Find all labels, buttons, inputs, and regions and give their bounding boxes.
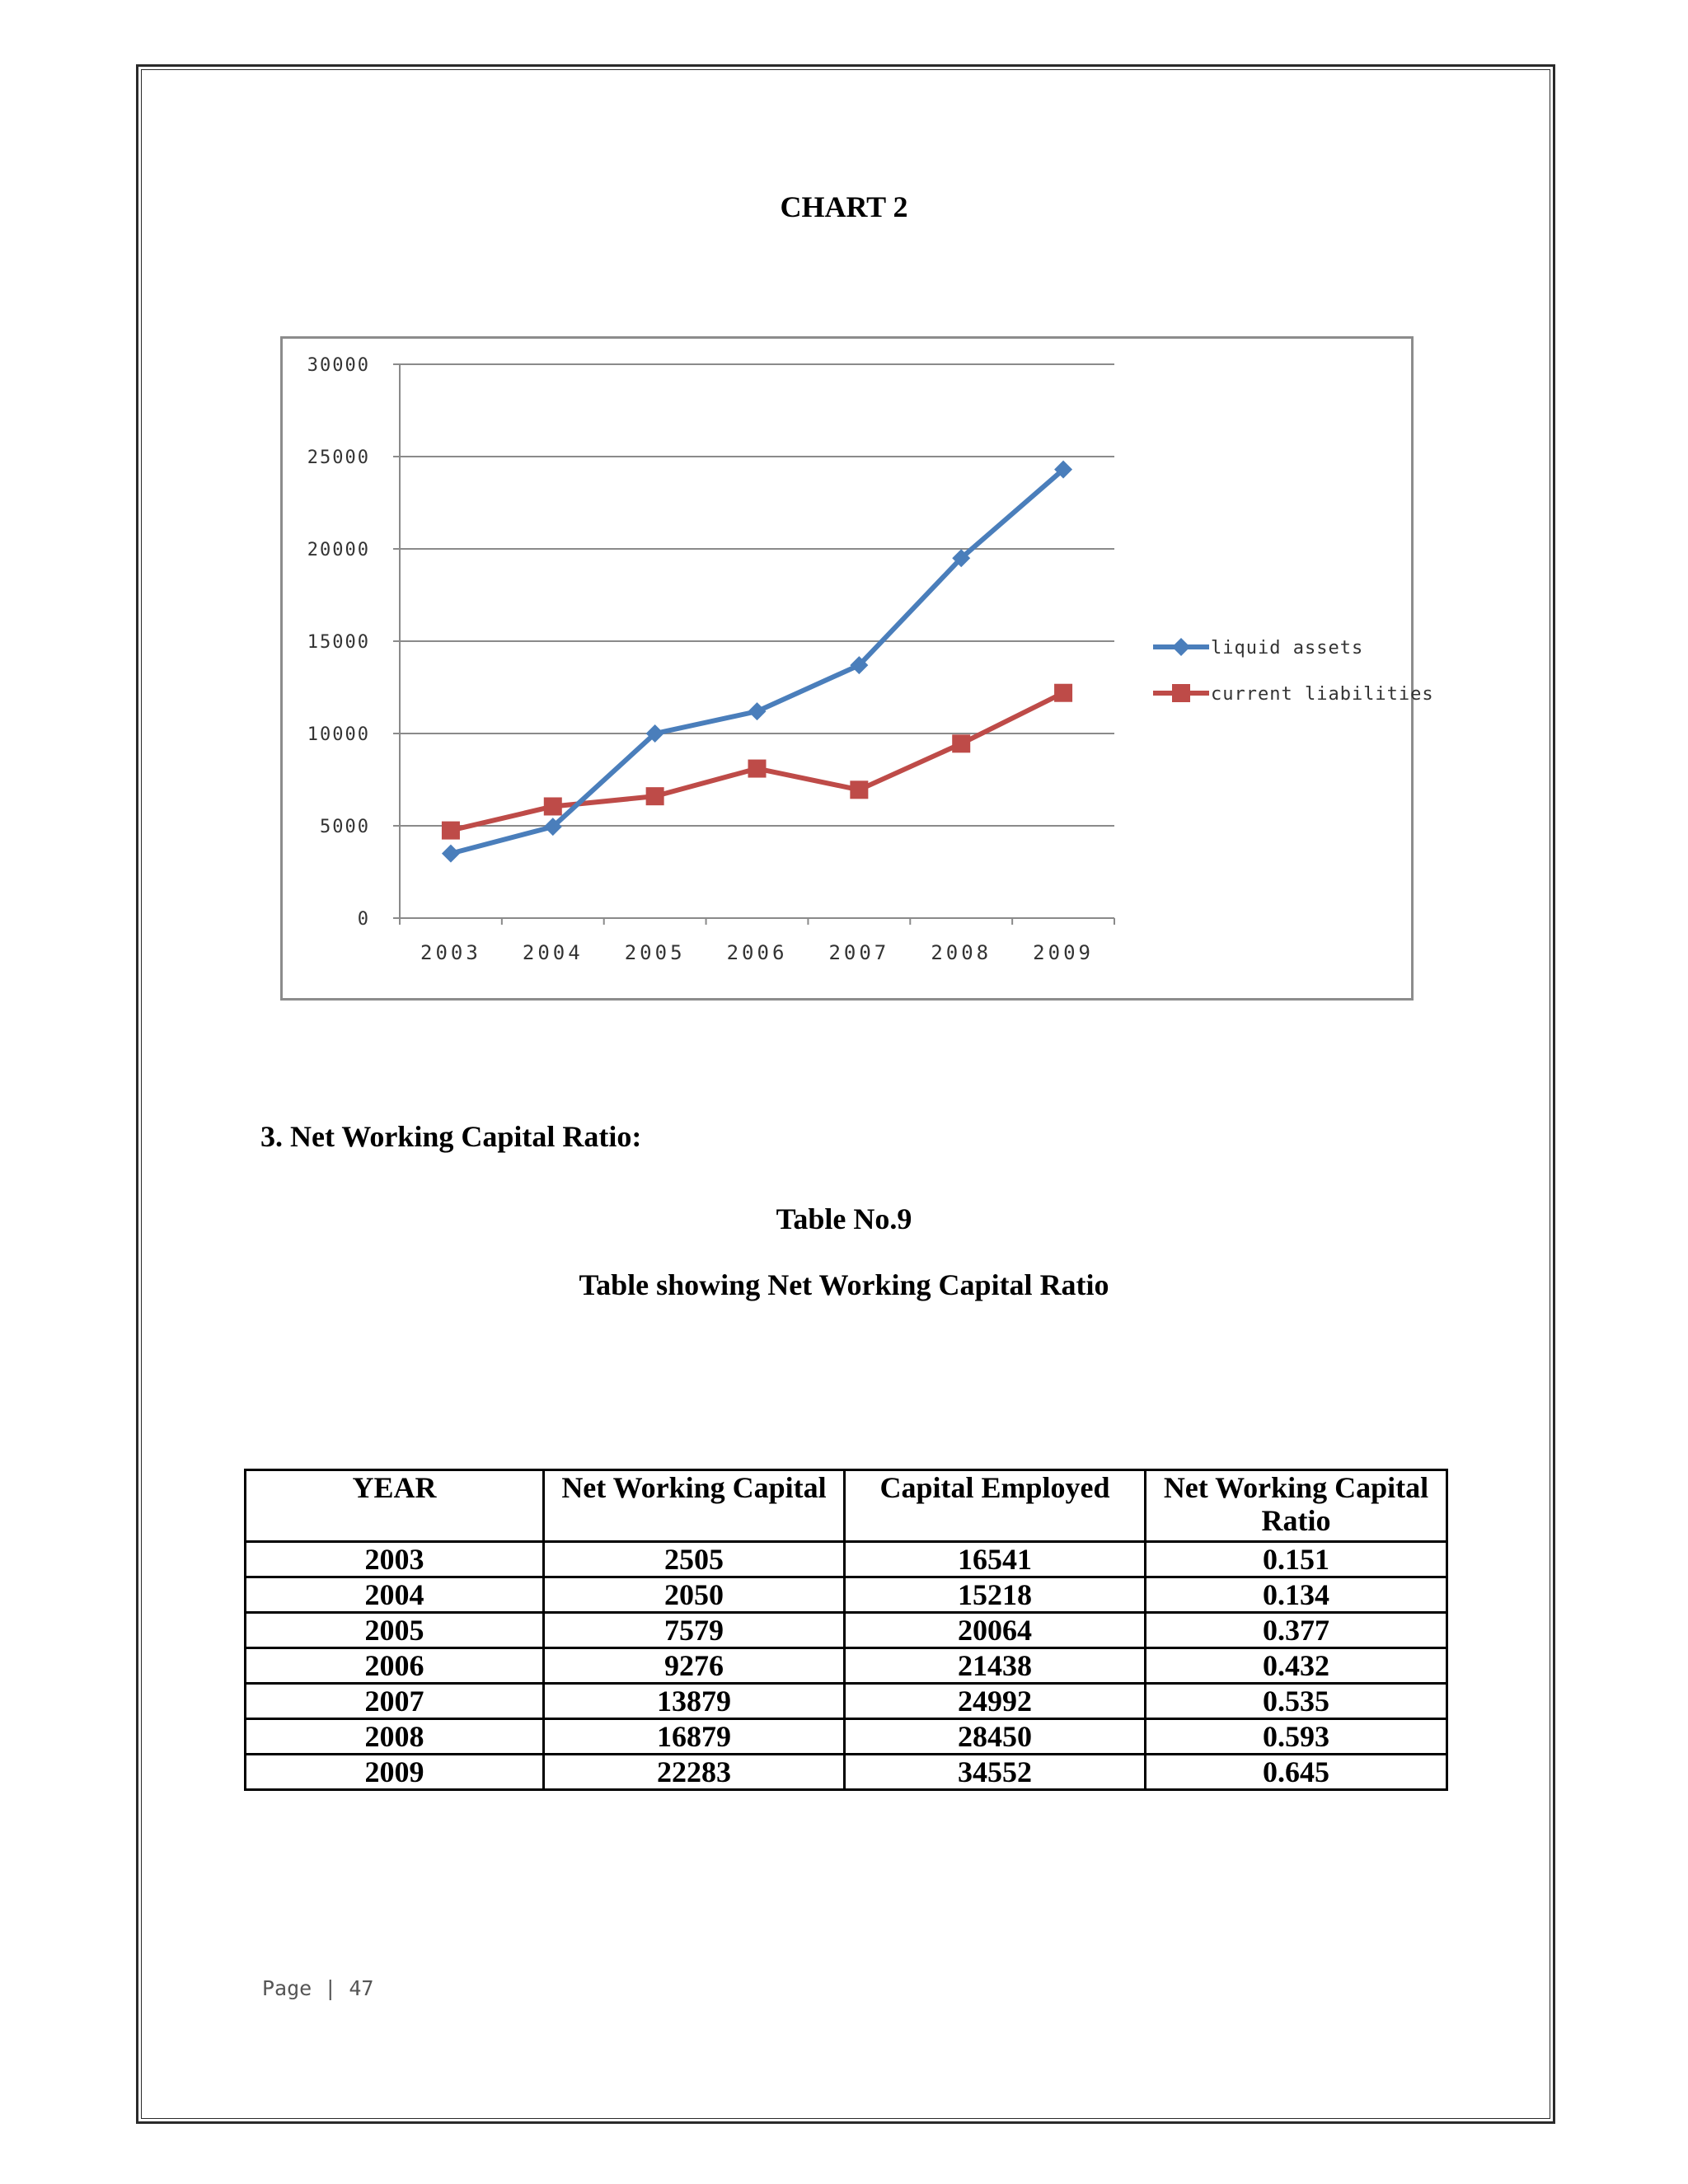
data-point (748, 760, 767, 778)
x-tick-label: 2003 (420, 941, 481, 964)
y-tick-label: 30000 (307, 355, 370, 376)
data-point (952, 734, 970, 752)
cell-net-working-capital: 2050 (544, 1577, 845, 1613)
cell-net-working-capital: 9276 (544, 1648, 845, 1684)
header-net-working-capital: Net Working Capital (544, 1470, 845, 1542)
cell-year: 2009 (246, 1755, 544, 1790)
x-tick-label: 2008 (931, 941, 992, 964)
table-row (246, 1755, 1447, 1790)
legend-label: current liabilities (1211, 684, 1434, 705)
header-capital-employed: Capital Employed (845, 1470, 1146, 1542)
x-tick-label: 2007 (828, 941, 890, 964)
page-number: Page | 47 (262, 1976, 374, 2000)
series-line (451, 470, 1063, 854)
cell-capital-employed: 16541 (845, 1542, 1146, 1577)
table-row (246, 1648, 1447, 1684)
section-heading: 3. Net Working Capital Ratio: (260, 1120, 642, 1153)
data-point (442, 845, 460, 863)
cell-net-working-capital: 2505 (544, 1542, 845, 1577)
cell-ratio: 0.645 (1146, 1755, 1447, 1790)
y-tick-label: 5000 (320, 817, 370, 837)
cell-capital-employed: 15218 (845, 1577, 1146, 1613)
table-row (246, 1577, 1447, 1613)
cell-year: 2008 (246, 1719, 544, 1755)
legend-label: liquid assets (1211, 638, 1364, 658)
table-header-row (246, 1470, 1447, 1542)
ratio-table (244, 1469, 1448, 1791)
table-subtitle: Table showing Net Working Capital Ratio (579, 1268, 1109, 1301)
cell-net-working-capital: 13879 (544, 1684, 845, 1719)
cell-ratio: 0.432 (1146, 1648, 1447, 1684)
table-row (246, 1719, 1447, 1755)
data-point (850, 780, 868, 799)
x-tick-label: 2004 (522, 941, 584, 964)
table-row (246, 1613, 1447, 1648)
cell-year: 2006 (246, 1648, 544, 1684)
x-tick-label: 2005 (624, 941, 686, 964)
cell-ratio: 0.377 (1146, 1613, 1447, 1648)
x-tick-label: 2006 (726, 941, 788, 964)
cell-capital-employed: 24992 (845, 1684, 1146, 1719)
cell-net-working-capital: 7579 (544, 1613, 845, 1648)
table-row (246, 1684, 1447, 1719)
data-point (442, 822, 460, 840)
chart-frame (280, 336, 1434, 1001)
line-chart (283, 339, 1434, 998)
legend-marker (1172, 638, 1190, 656)
y-tick-label: 0 (357, 909, 370, 930)
cell-year: 2007 (246, 1684, 544, 1719)
data-point (1054, 684, 1072, 702)
cell-ratio: 0.151 (1146, 1542, 1447, 1577)
header-year: YEAR (246, 1470, 544, 1542)
chart-heading: CHART 2 (780, 190, 908, 223)
table-title: Table No.9 (776, 1202, 912, 1235)
cell-year: 2003 (246, 1542, 544, 1577)
cell-net-working-capital: 22283 (544, 1755, 845, 1790)
y-tick-label: 10000 (307, 724, 370, 745)
y-tick-label: 15000 (307, 632, 370, 653)
table-row (246, 1542, 1447, 1577)
data-point (646, 787, 664, 805)
cell-ratio: 0.535 (1146, 1684, 1447, 1719)
cell-ratio: 0.593 (1146, 1719, 1447, 1755)
cell-capital-employed: 28450 (845, 1719, 1146, 1755)
x-tick-label: 2009 (1033, 941, 1094, 964)
y-tick-label: 25000 (307, 448, 370, 468)
cell-ratio: 0.134 (1146, 1577, 1447, 1613)
cell-year: 2005 (246, 1613, 544, 1648)
cell-capital-employed: 20064 (845, 1613, 1146, 1648)
header-net-working-capital-ratio: Net Working Capital Ratio (1146, 1470, 1447, 1542)
cell-capital-employed: 34552 (845, 1755, 1146, 1790)
legend-marker (1172, 684, 1190, 702)
y-tick-label: 20000 (307, 540, 370, 560)
cell-year: 2004 (246, 1577, 544, 1613)
data-point (748, 702, 767, 720)
data-point (544, 797, 562, 815)
cell-net-working-capital: 16879 (544, 1719, 845, 1755)
cell-capital-employed: 21438 (845, 1648, 1146, 1684)
